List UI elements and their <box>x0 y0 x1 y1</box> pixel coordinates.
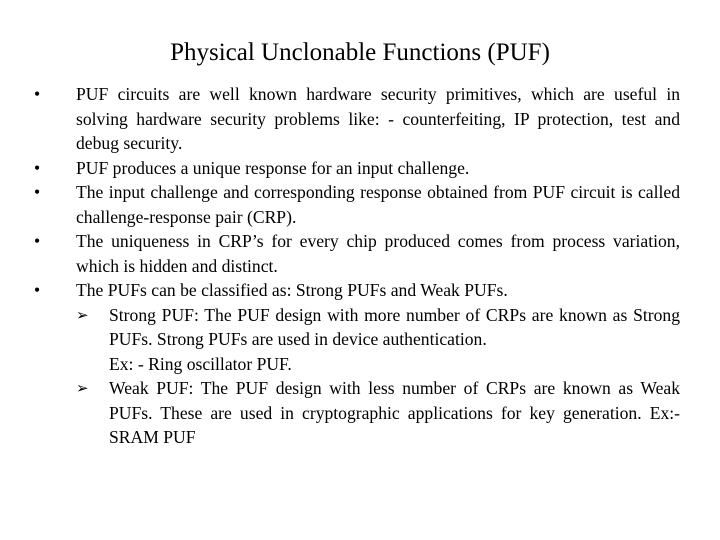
bullet-icon: • <box>34 84 41 104</box>
sub-item-strong-puf <box>34 303 680 352</box>
bullet-item <box>34 229 680 278</box>
arrow-bullet-icon: ➢ <box>76 379 89 397</box>
bullet-icon: • <box>34 231 41 251</box>
slide-body <box>34 82 680 450</box>
bullet-icon: • <box>34 157 41 178</box>
bullet-text: The uniqueness in CRP’s for every chip produced comes from process variation, which is hidden and distinct. <box>76 231 680 276</box>
sub-item-text: Weak PUF: The PUF design with less number of CRPs are known as Weak PUFs. These are used in cryptographic applications for key generation. Ex:- SRAM PUF <box>109 378 680 447</box>
sub-item-weak-puf <box>34 376 680 450</box>
bullet-text: PUF circuits are well known hardware security primitives, which are useful in solving hardware security problems like: - counterfeiting, IP protection, test and debug security. <box>76 84 680 153</box>
bullet-icon: • <box>34 182 41 202</box>
bullet-item <box>34 180 680 229</box>
bullet-text: The input challenge and corresponding response obtained from PUF circuit is called challenge-response pair (CRP). <box>76 182 680 227</box>
bullet-item <box>34 278 680 303</box>
bullet-item <box>34 156 680 181</box>
bullet-text: PUF produces a unique response for an input challenge. <box>76 157 470 178</box>
example-text: Ex: - Ring oscillator PUF. <box>109 353 292 374</box>
sub-item-text: Strong PUF: The PUF design with more number of CRPs are known as Strong PUFs. Strong PUFs are used in device authentication. <box>109 304 680 349</box>
slide-title: Physical Unclonable Functions (PUF) <box>170 39 550 66</box>
arrow-bullet-icon: ➢ <box>76 305 89 324</box>
bullet-text: The PUFs can be classified as: Strong PUFs and Weak PUFs. <box>76 280 508 300</box>
bullet-item <box>34 82 680 156</box>
bullet-icon: • <box>34 280 41 300</box>
